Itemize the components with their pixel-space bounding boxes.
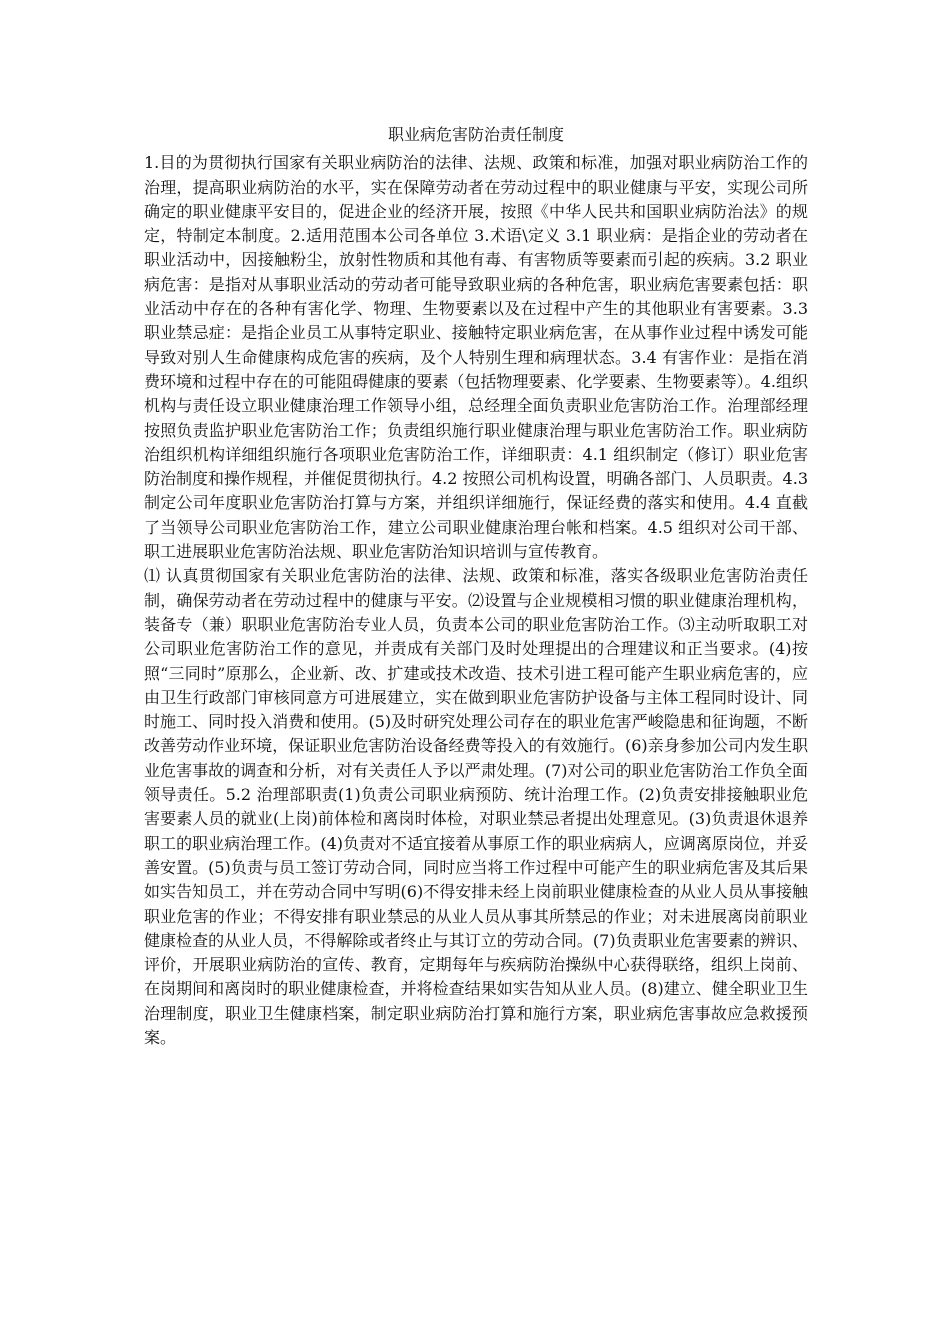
paragraph-purpose-and-organization: 1.目的为贯彻执行国家有关职业病防治的法律、法规、政策和标准，加强对职业病防治工作的治理，提高职业病防治的水平，实在保障劳动者在劳动过程中的职业健康与平安，实现公司所确定的职业健康平安目的，促进企业的经济开展，按照《中华人民共和国职业病防治法》的规定，特制定本制度。2.适用范围本公司各单位 3.术语\定义 3.1 职业病：是指企业的劳动者在职业活动中，因接触粉尘，放射性物质和其他有毒、有害物质等要素而引起的疾病。3.2 职业病危害：是指对从事职业活动的劳动者可能导致职业病的各种危害，职业病危害要素包括：职业活动中存在的各种有害化学、物理、生物要素以及在过程中产生的其他职业有害要素。3.3 职业禁忌症：是指企业员工从事特定职业、接触特定职业病危害，在从事作业过程中诱发可能导致对别人生命健康构成危害的疾病，及个人特别生理和病理状态。3.4 有害作业：是指在消费环境和过程中存在的可能阻碍健康的要素（包括物理要素、化学要素、生物要素等）。4.组织机构与责任设立职业健康治理工作领导小组，总经理全面负责职业危害防治工作。治理部经理按照负责监护职业危害防治工作；负责组织施行职业健康治理与职业危害防治工作。职业病防治组织机构详细组织施行各项职业危害防治工作，详细职责：4.1 组织制定（修订）职业危害防治制度和操作规程，并催促贯彻执行。4.2 按照公司机构设置，明确各部门、人员职责。4.3 制定公司年度职业危害防治打算与方案，并组织详细施行，保证经费的落实和使用。4.4 直截了当领导公司职业危害防治工作，建立公司职业健康治理台帐和档案。4.5 组织对公司干部、职工进展职业危害防治法规、职业危害防治知识培训与宣传教育。 xyxy=(144,153,808,562)
paragraph-responsibilities: ⑴ 认真贯彻国家有关职业危害防治的法律、法规、政策和标准，落实各级职业危害防治责任制，确保劳动者在劳动过程中的健康与平安。⑵设置与企业规模相习惯的职业健康治理机构，装备专（兼）职职业危害防治专业人员，负责本公司的职业危害防治工作。⑶主动听取职工对公司职业危害防治工作的意见，并责成有关部门及时处理提出的合理建议和正当要求。(4)按照“三同时”原那么，企业新、改、扩建或技术改造、技术引进工程可能产生职业病危害的，应由卫生行政部门审核同意方可进展建立，实在做到职业危害防护设备与主体工程同时设计、同时施工、同时投入消费和使用。(5)及时研究处理公司存在的职业危害严峻隐患和征询题，不断改善劳动作业环境，保证职业危害防治设备经费等投入的有效施行。(6)亲身参加公司内发生职业危害事故的调查和分析，对有关责任人予以严肃处理。(7)对公司的职业危害防治工作负全面领导责任。5.2 治理部职责(1)负责公司职业病预防、统计治理工作。(2)负责安排接触职业危害要素人员的就业(上岗)前体检和离岗时体检，对职业禁忌者提出处理意见。(3)负责退休退养职工的职业病治理工作。(4)负责对不适宜接着从事原工作的职业病病人，应调离原岗位，并妥善安置。(5)负责与员工签订劳动合同，同时应当将工作过程中可能产生的职业病危害及其后果如实告知员工，并在劳动合同中写明(6)不得安排未经上岗前职业健康检查的从业人员从事接触职业危害的作业；不得安排有职业禁忌的从业人员从事其所禁忌的作业；对未进展离岗前职业健康检查的从业人员，不得解除或者终止与其订立的劳动合同。(7)负责职业危害要素的辨识、评价，开展职业病防治的宣传、教育，定期每年与疾病防治操纵中心获得联络，组织上岗前、在岗期间和离岗时的职业健康检查，并将检查结果如实告知从业人员。(8)建立、健全职业卫生治理制度，职业卫生健康档案，制定职业病防治打算和施行方案，职业病危害事故应急救援预案。 xyxy=(144,566,808,1047)
document-title: 职业病危害防治责任制度 xyxy=(387,125,564,144)
document-body xyxy=(144,123,808,1050)
